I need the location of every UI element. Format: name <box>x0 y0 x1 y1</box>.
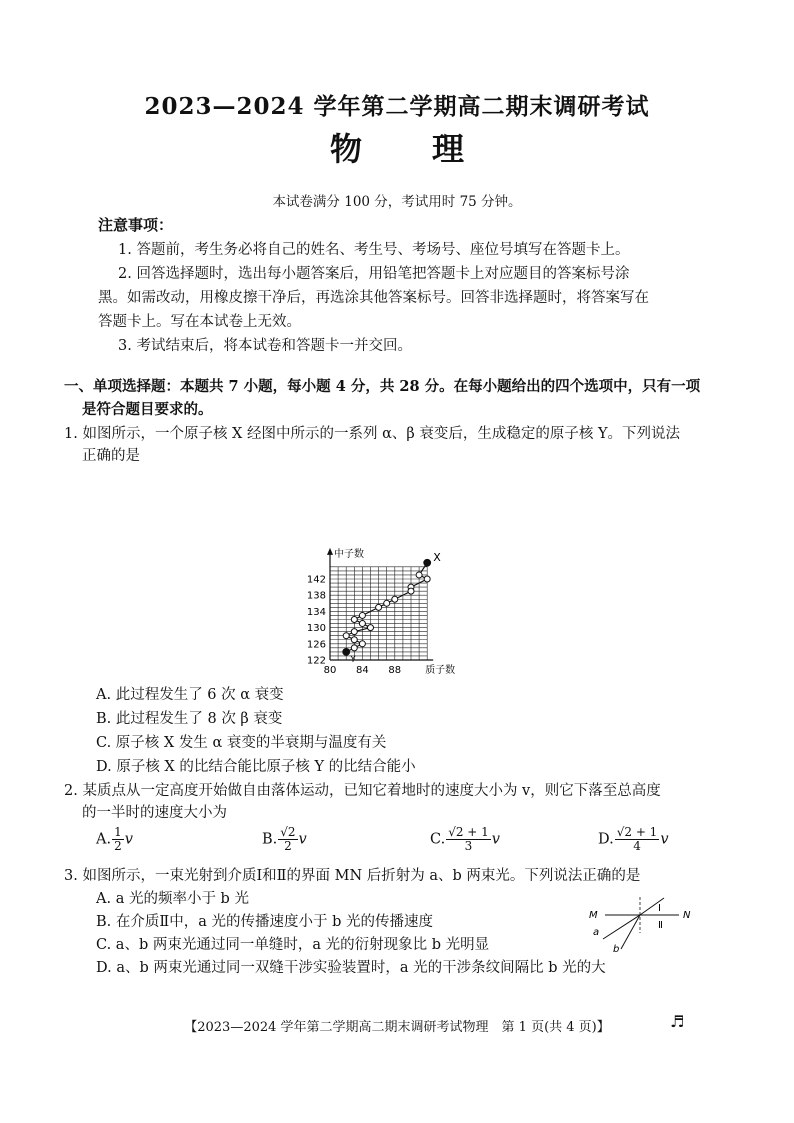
q2-option-c-num: √2 + 1 <box>448 825 489 839</box>
q2-option-b-var: v <box>298 831 307 848</box>
point-label-y: Y <box>350 654 356 665</box>
label-n: N <box>683 910 691 921</box>
decay-point <box>351 617 357 623</box>
q1-option-c: C. 原子核 X 发生 α 衰变的半衰期与温度有关 <box>96 735 387 751</box>
q2-option-a-den: 2 <box>114 839 122 853</box>
label-b: b <box>613 944 620 955</box>
decay-point <box>424 576 430 582</box>
notes-line-2c: 答题卡上。写在本试卷上无效。 <box>98 314 301 330</box>
q2-stem-line1: 2. 某质点从一定高度开始做自由落体运动，已知它着地时的速度大小为 v，则它下落至总高度 <box>64 783 661 799</box>
y-tick-label: 138 <box>306 590 326 602</box>
q2-option-b-num: √2 <box>280 825 296 839</box>
q3-option-c: C. a、b 两束光通过同一单缝时，a 光的衍射现象比 b 光明显 <box>96 937 490 953</box>
decay-point <box>343 633 349 639</box>
decay-point <box>351 645 357 651</box>
q2-option-d-num: √2 + 1 <box>616 825 658 839</box>
notes-heading: 注意事项： <box>98 216 174 234</box>
section-heading-line1: 一、单项选择题：本题共 7 小题，每小题 4 分，共 28 分。在每小题给出的四个选项中，只有一项 <box>64 378 701 395</box>
q2-option-c-den: 3 <box>464 839 473 853</box>
notes-line-2a: 2. 回答选择题时，选出每小题答案后，用铅笔把答题卡上对应题目的答案标号涂 <box>118 266 630 282</box>
decay-point <box>351 637 357 643</box>
q3-option-b: B. 在介质Ⅱ中，a 光的传播速度小于 b 光的传播速度 <box>96 914 433 930</box>
x-tick-label: 80 <box>323 665 337 676</box>
notes-line-1: 1. 答题前，考生务必将自己的姓名、考生号、考场号、座位号填写在答题卡上。 <box>118 242 630 258</box>
q2-option-a-var: v <box>124 831 133 848</box>
x-tick-label: 84 <box>356 665 369 676</box>
section-heading-line2: 是符合题目要求的。 <box>82 401 213 418</box>
decay-point <box>384 600 390 606</box>
notes-line-3: 3. 考试结束后，将本试卷和答题卡一并交回。 <box>118 338 412 354</box>
y-axis-label: 中子数 <box>334 548 364 560</box>
page-footer: 【2023—2024 学年第二学期高二期末调研考试物理 第 1 页(共 4 页)】 <box>184 1020 610 1035</box>
decay-point <box>424 559 431 566</box>
decay-point <box>351 629 357 635</box>
decay-point <box>416 572 422 578</box>
decay-point <box>359 612 365 618</box>
q2-stem-line2: 的一半时的速度大小为 <box>82 805 227 821</box>
exam-title: 2023—2024 学年第二学期高二期末调研考试 <box>144 93 650 120</box>
q2-option-a-num: 1 <box>114 825 122 839</box>
point-label-x: X <box>433 550 441 564</box>
decay-point <box>359 641 365 647</box>
q2-option-c-var: v <box>491 831 500 848</box>
decay-point <box>359 621 365 627</box>
x-tick-label: 88 <box>388 665 402 676</box>
y-tick-label: 122 <box>306 655 326 667</box>
label-a: a <box>593 927 600 938</box>
q2-option-c <box>430 826 500 853</box>
label-m: M <box>589 910 598 921</box>
decay-point <box>408 588 414 594</box>
decay-point <box>392 596 398 602</box>
decay-chart <box>298 460 478 678</box>
decay-point <box>376 604 382 610</box>
refracted-ray-b <box>621 915 640 949</box>
q1-stem-line2: 正确的是 <box>82 448 140 464</box>
y-axis-arrow-icon <box>327 548 333 555</box>
label-medium-2: Ⅱ <box>658 920 663 931</box>
y-tick-label: 134 <box>306 606 326 618</box>
x-axis-label: 质子数 <box>425 665 456 676</box>
q3-option-a: A. a 光的频率小于 b 光 <box>96 891 249 907</box>
footer-mark-icon: ♬ <box>670 1012 685 1031</box>
q2-option-a <box>96 826 133 853</box>
q1-option-a: A. 此过程发生了 6 次 α 衰变 <box>96 687 284 703</box>
notes-line-2b: 黑。如需改动，用橡皮擦干净后，再选涂其他答案标号。回答非选择题时，将答案写在 <box>98 290 649 306</box>
label-medium-1: Ⅰ <box>658 903 661 914</box>
decay-point <box>368 625 374 631</box>
refraction-diagram <box>585 893 695 955</box>
q2-option-d <box>598 826 669 853</box>
q2-option-d-label: D. <box>598 831 614 848</box>
q1-option-d: D. 原子核 X 的比结合能比原子核 Y 的比结合能小 <box>96 759 416 775</box>
q1-option-b: B. 此过程发生了 8 次 β 衰变 <box>96 711 283 727</box>
q2-option-c-label: C. <box>430 831 446 848</box>
q2-option-b <box>262 826 307 853</box>
q3-stem: 3. 如图所示，一束光射到介质Ⅰ和Ⅱ的界面 MN 后折射为 a、b 两束光。下列说法正确的是 <box>64 868 641 884</box>
subject-title: 物理 <box>329 130 534 168</box>
exam-info: 本试卷满分 100 分，考试用时 75 分钟。 <box>272 194 522 210</box>
q2-option-a-label: A. <box>96 831 112 848</box>
q2-option-b-label: B. <box>262 831 278 848</box>
q1-stem-line1: 1. 如图所示，一个原子核 X 经图中所示的一系列 α、β 衰变后，生成稳定的原子核 Y。下列说法 <box>64 426 681 442</box>
decay-point <box>343 649 350 656</box>
refracted-ray-a <box>603 915 640 939</box>
q2-option-d-var: v <box>660 831 669 848</box>
q2-option-d-den: 4 <box>633 839 641 853</box>
y-tick-label: 142 <box>306 574 326 586</box>
q3-option-d: D. a、b 两束光通过同一双缝干涉实验装置时，a 光的干涉条纹间隔比 b 光的大 <box>96 960 606 976</box>
y-tick-label: 126 <box>306 639 326 651</box>
y-tick-label: 130 <box>306 623 326 635</box>
q2-option-b-den: 2 <box>284 839 292 853</box>
